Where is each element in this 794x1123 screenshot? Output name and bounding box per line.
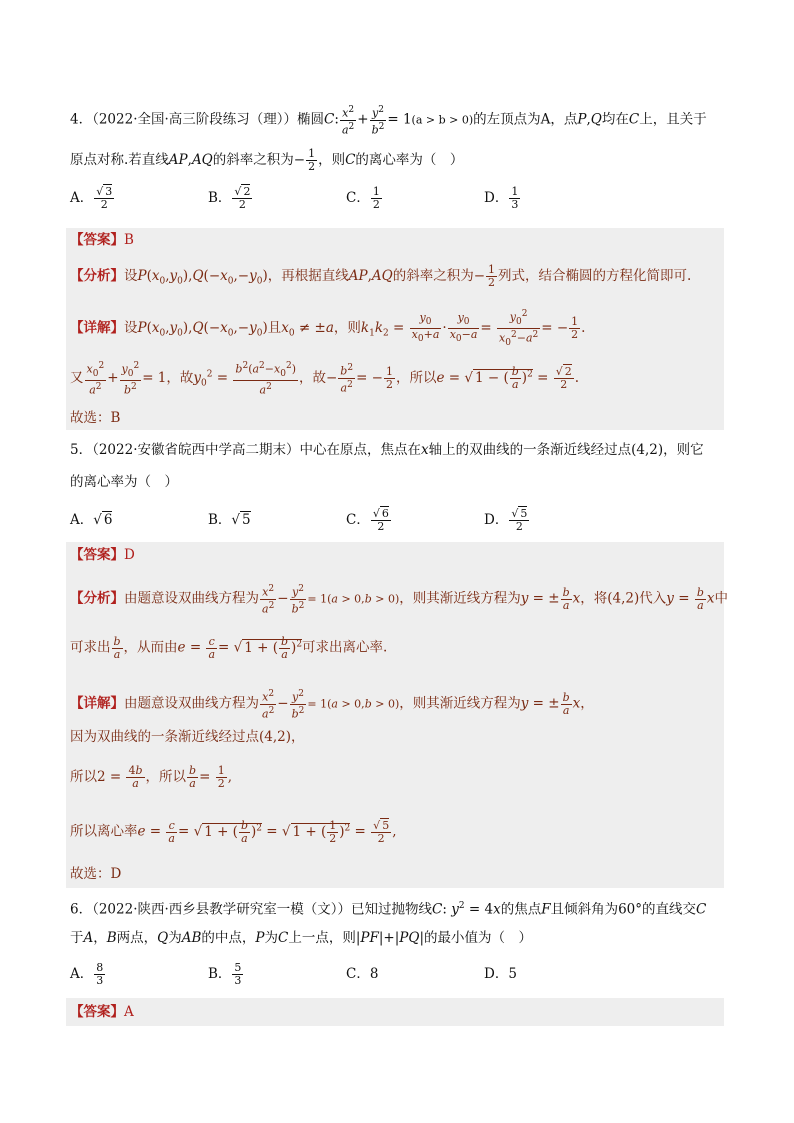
q5-because: 因为双曲线的一条渐近线经过点(4,2)， xyxy=(70,729,305,745)
q5-detail: 【详解】由题意设双曲线方程为 $\frac{x^2}{a^2}$ − $\frac{y^2}{b^2}$ = 1(a > 0,b > 0)，则其渐近线方程为y = ± $\frac{b}{a}$ x， xyxy=(70,689,594,721)
q5-answer: 【答案】D xyxy=(70,547,135,563)
q5-so1: 所以2 = $\frac{4b}{a}$ ，所以 $\frac{b}{a}$ = $\frac{1}{2}$ , xyxy=(70,764,232,790)
q5-so2: 所以离心率e = $\frac{c}{a}$ = √ 1 + ( $\frac{b}{a}$ )$^2$ = √ 1 + ( $\frac{1}{2}$ )$^2$ = $\frac{√ 5}{2}$ , xyxy=(70,818,397,845)
q5-option-c: C． $\frac{√ 6}{2}$ xyxy=(346,507,389,533)
q5-options xyxy=(70,508,622,533)
q4-choice: 故选：B xyxy=(70,410,121,426)
q4-stem-line1: 4．（2022·全国·高三阶段练习（理））椭圆C: $\frac{x^2}{a^2}$ + $\frac{y^2}{b^2}$ = 1(a > b > 0)的左顶点为A，点P,Q均在C上，且关于 xyxy=(70,105,707,137)
q5-option-d: D． $\frac{√ 5}{2}$ xyxy=(484,507,528,533)
q4-analysis: 【分析】设$P(x_0,y_0),Q(-x_0,-y_0)$，再根据直线AP,AQ的斜率之积为− $\frac{1}{2}$ 列式，结合椭圆的方程化简即可. xyxy=(70,263,692,289)
q6-option-d: D．5 xyxy=(484,966,517,982)
q4-detail: 【详解】设$P(x_0,y_0),Q(-x_0,-y_0)$且$x_0 \ne \pm a$，则$k_1k_2$ = $\frac{y_0}{x_0+a}$ · $\frac{y_0}{x_0-a}$ = $\frac{y_0^2}{x_0^2-a^2}$ = − $\frac{1}{2}$ . xyxy=(70,309,586,348)
q5-stem-line1: 5．（2022·安徽省皖西中学高二期末）中心在原点，焦点在x轴上的双曲线的一条渐近线经过点(4,2)，则它 xyxy=(70,442,704,458)
q4-option-d: D． $\frac{1}{3}$ xyxy=(484,185,519,211)
q5-analysis-line2: 可求出 $\frac{b}{a}$ ，从而由e = $\frac{c}{a}$ = √ 1 + ( $\frac{b}{a}$ )$^2$可求出离心率. xyxy=(70,634,388,661)
q4-option-b: B． $\frac{√ 2}{2}$ xyxy=(208,185,251,211)
q5-stem-line2: 的离心率为（ ） xyxy=(70,474,178,490)
q6-option-b: B． $\frac{5}{3}$ xyxy=(208,961,242,987)
q4-option-a: A． $\frac{√ 3}{2}$ xyxy=(70,185,113,211)
q4-options xyxy=(70,186,622,211)
q4-option-c: C． $\frac{1}{2}$ xyxy=(346,185,380,211)
q5-choice: 故选：D xyxy=(70,866,122,882)
q4-answer: 【答案】B xyxy=(70,232,134,248)
q6-answer: 【答案】A xyxy=(70,1004,134,1020)
q5-analysis: 【分析】由题意设双曲线方程为 $\frac{x^2}{a^2}$ − $\frac{y^2}{b^2}$ = 1(a > 0,b > 0)，则其渐近线方程为y = ± $\frac{b}{a}$ x，将(4,2)代入y = $\frac{b}{a}$ x中 xyxy=(70,584,728,616)
q6-solution-box xyxy=(66,998,724,1026)
q5-option-a: A．√ 6 xyxy=(70,512,113,528)
q6-option-c: C．8 xyxy=(346,966,379,982)
q4-stem-line2: 原点对称.若直线AP,AQ的斜率之积为− $\frac{1}{2}$ ，则C的离心率为（ ） xyxy=(70,147,464,173)
q4-detail-line2: 又 $\frac{x_0^2}{a^2}$ + $\frac{y_0^2}{b^2}$ = 1，故$y_0^2$ = $\frac{b^2(a^2-x_0^2)}{a^2}$ ，故− $\frac{b^2}{a^2}$ = − $\frac{1}{2}$ ，所以e = √ 1 − ( $\frac{b}{a}$ )$^2$ = $\frac{√ 2}{2}$ . xyxy=(70,361,580,397)
q5-option-b: B．√ 5 xyxy=(208,512,251,528)
q6-option-a: A． $\frac{8}{3}$ xyxy=(70,961,104,987)
q6-stem-line2: 于A，B两点，Q为AB的中点，P为C上一点，则|PF|+|PQ|的最小值为（ ） xyxy=(70,930,533,946)
q6-options xyxy=(70,962,622,987)
q6-stem-line1: 6．（2022·陕西·西乡县教学研究室一模（文））已知过抛物线C: $y^2 = 4x$的焦点F且倾斜角为60°的直线交C xyxy=(70,901,707,918)
